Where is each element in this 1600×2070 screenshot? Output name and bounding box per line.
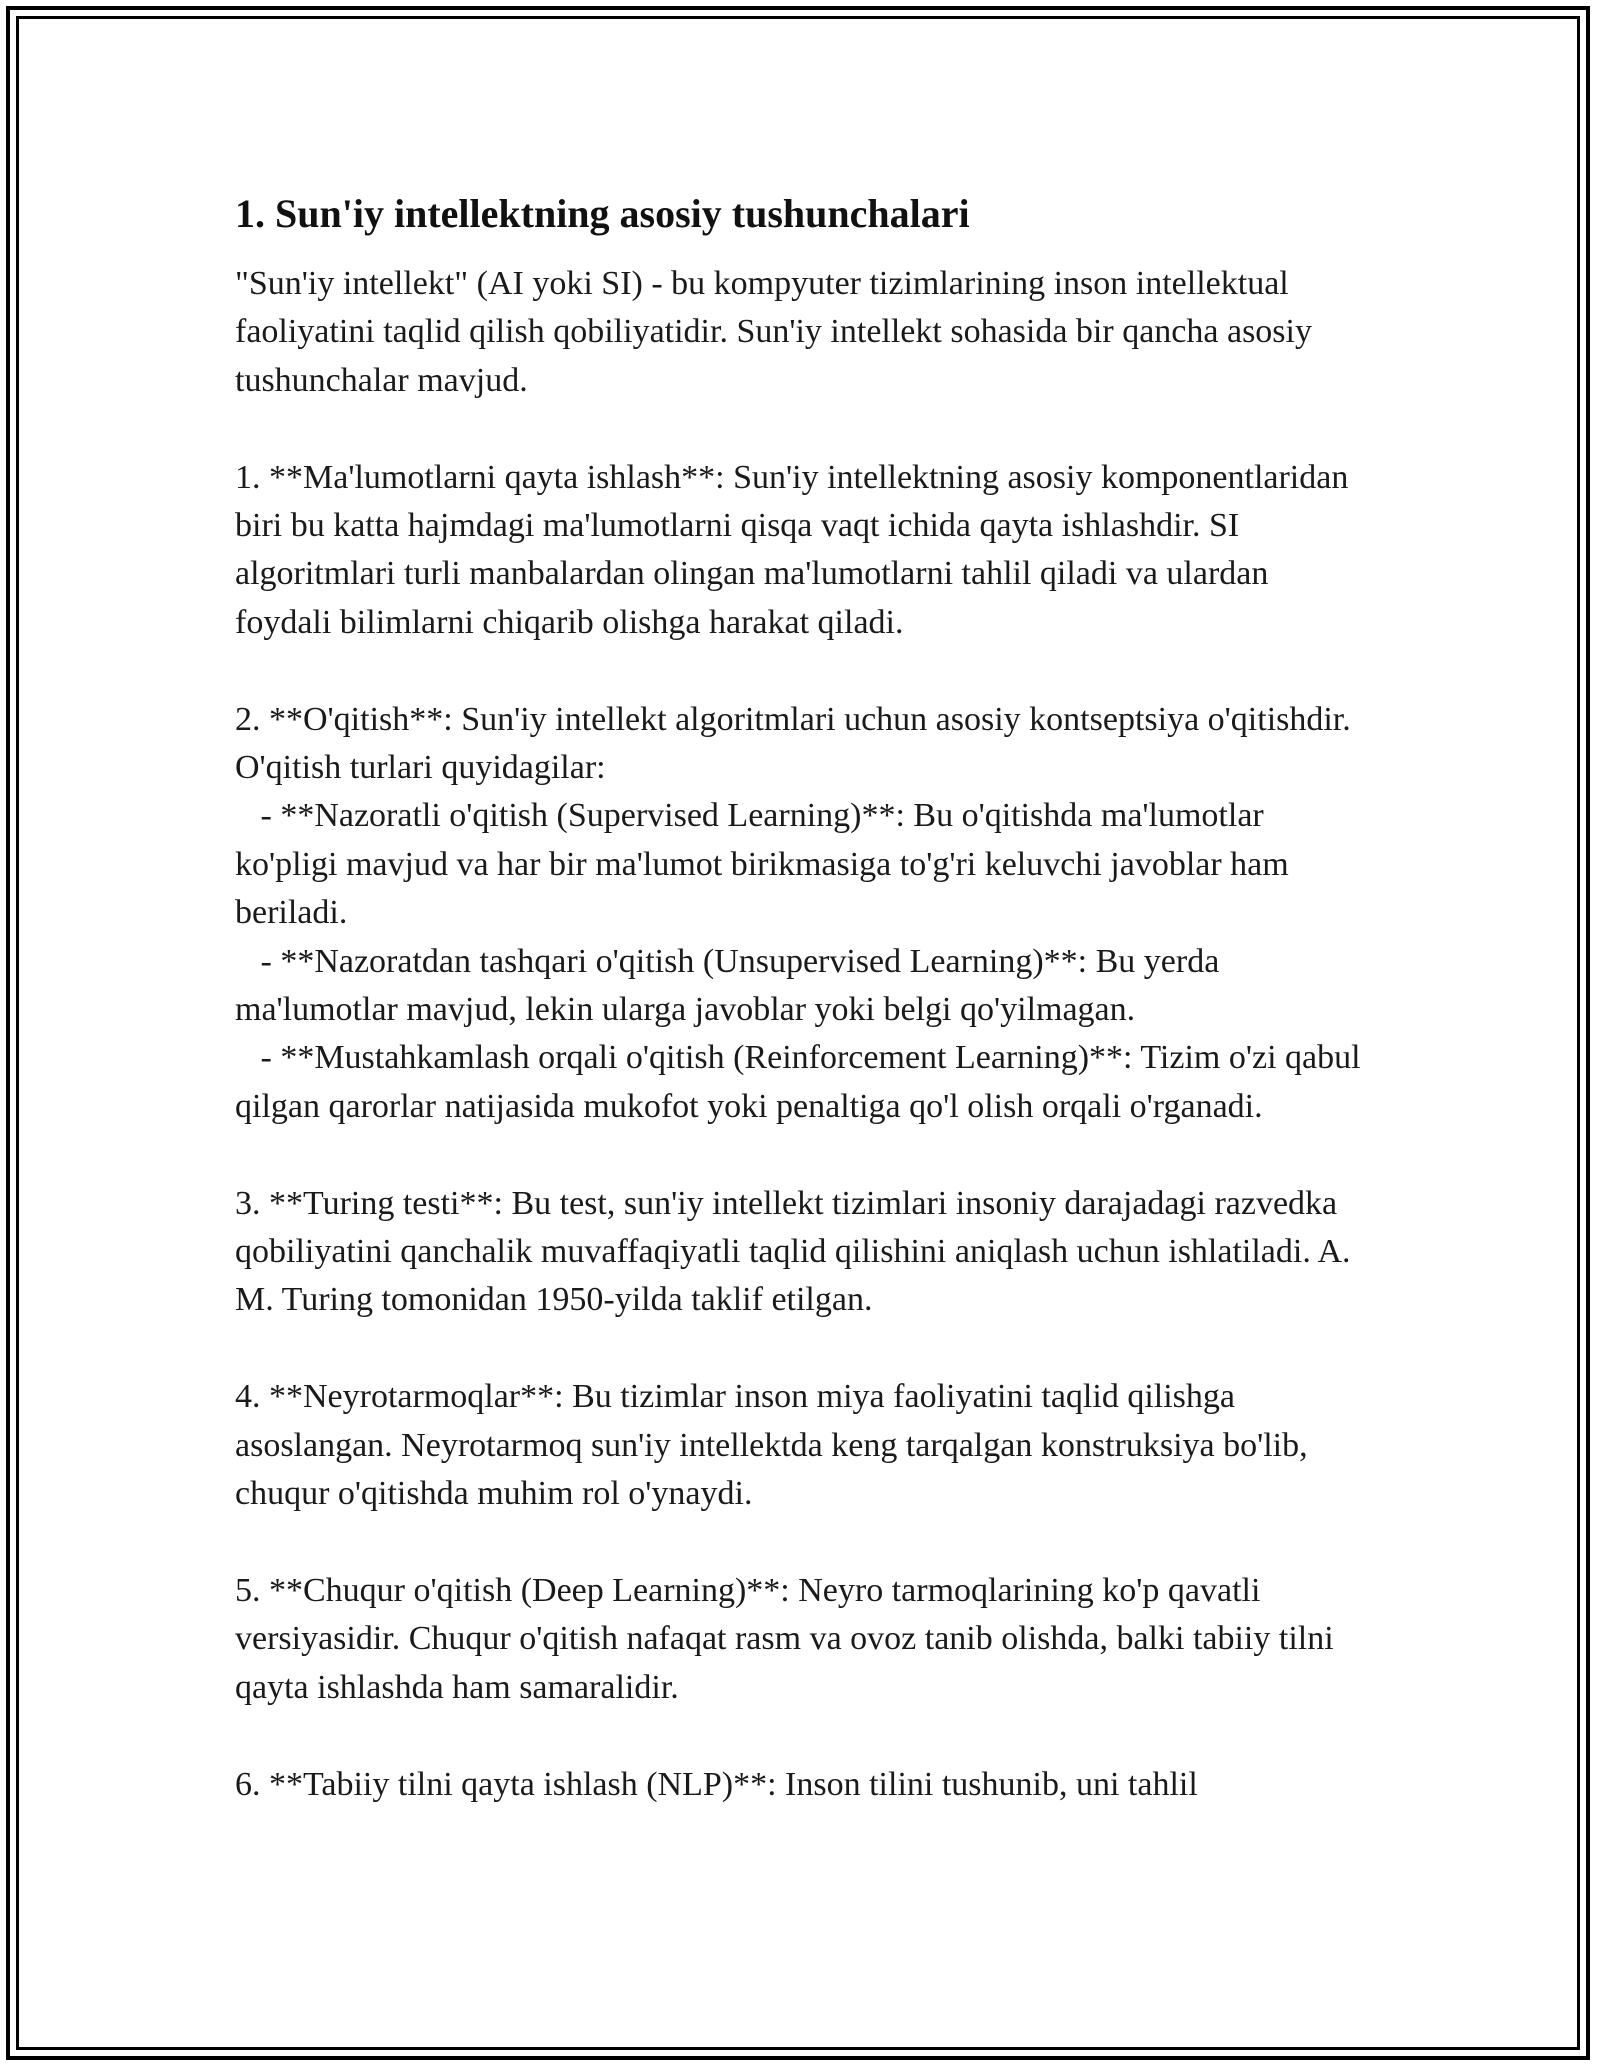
paragraph-spacer xyxy=(235,405,1365,453)
paragraph-spacer xyxy=(235,1712,1365,1760)
list-item-2-sub-1: - **Nazoratli o'qitish (Supervised Learning)**: Bu o'qitishda ma'lumotlar ko'pligi mavjud va har bir ma'lumot birikmasiga to'g'ri keluvchi javoblar ham beriladi. xyxy=(235,797,1298,932)
list-item-4: 4. **Neyrotarmoqlar**: Bu tizimlar inson miya faoliyatini taqlid qilishga asoslangan. Neyrotarmoq sun'iy intellektda keng tarqalgan konstruksiya bo'lib, chuqur o'qitishda muhim rol o'ynaydi. xyxy=(235,1378,1317,1513)
list-item-5: 5. **Chuqur o'qitish (Deep Learning)**: Neyro tarmoqlarining ko'p qavatli versiyasidir. Chuqur o'qitish nafaqat rasm va ovoz tanib olishda, balki tabiiy tilni qayta ishlashda ham samaralidir. xyxy=(235,1571,1343,1706)
paragraph-spacer xyxy=(235,1325,1365,1373)
list-item-2-sub-2: - **Nazoratdan tashqari o'qitish (Unsupervised Learning)**: Bu yerda ma'lumotlar mavjud, lekin ularga javoblar yoki belgi qo'yilmagan. xyxy=(235,942,1228,1029)
paragraph-spacer xyxy=(235,1519,1365,1567)
intro-paragraph: "Sun'iy intellekt" (AI yoki SI) - bu kompyuter tizimlarining inson intellektual faoliyatini taqlid qilish qobiliyatidir. Sun'iy intellekt sohasida bir qancha asosiy tushunchalar mavjud. xyxy=(235,265,1321,399)
list-item-3: 3. **Turing testi**: Bu test, sun'iy intellekt tizimlari insoniy darajadagi razvedka qobiliyatini qanchalik muvaffaqiyatli taqlid qilishini aniqlash uchun ishlatiladi. A. M. Turing tomonidan 1950-yilda taklif etilgan. xyxy=(235,1184,1360,1319)
paragraph-spacer xyxy=(235,647,1365,695)
paragraph-spacer xyxy=(235,1131,1365,1179)
list-item-1: 1. **Ma'lumotlarni qayta ishlash**: Sun'iy intellektning asosiy komponentlaridan biri bu katta hajmdagi ma'lumotlarni qisqa vaqt ichida qayta ishlashdir. SI algoritmlari turli manbalardan olingan ma'lumotlarni tahlil qiladi va ulardan foydali bilimlarni chiqarib olishga harakat qiladi. xyxy=(235,458,1357,641)
list-item-2: 2. **O'qitish**: Sun'iy intellekt algoritmlari uchun asosiy kontseptsiya o'qitishdir. O'qitish turlari quyidagilar: xyxy=(235,700,1360,787)
document-body xyxy=(235,188,1370,1809)
list-item-2-sub-3: - **Mustahkamlash orqali o'qitish (Reinforcement Learning)**: Tizim o'zi qabul qilgan qarorlar natijasida mukofot yoki penaltiga qo'l olish orqali o'rganadi. xyxy=(235,1039,1370,1125)
section-heading: 1. Sun'iy intellektning asosiy tushunchalari xyxy=(235,191,970,236)
list-item-6: 6. **Tabiiy tilni qayta ishlash (NLP)**: Inson tilini tushunib, uni tahlil xyxy=(235,1765,1198,1803)
